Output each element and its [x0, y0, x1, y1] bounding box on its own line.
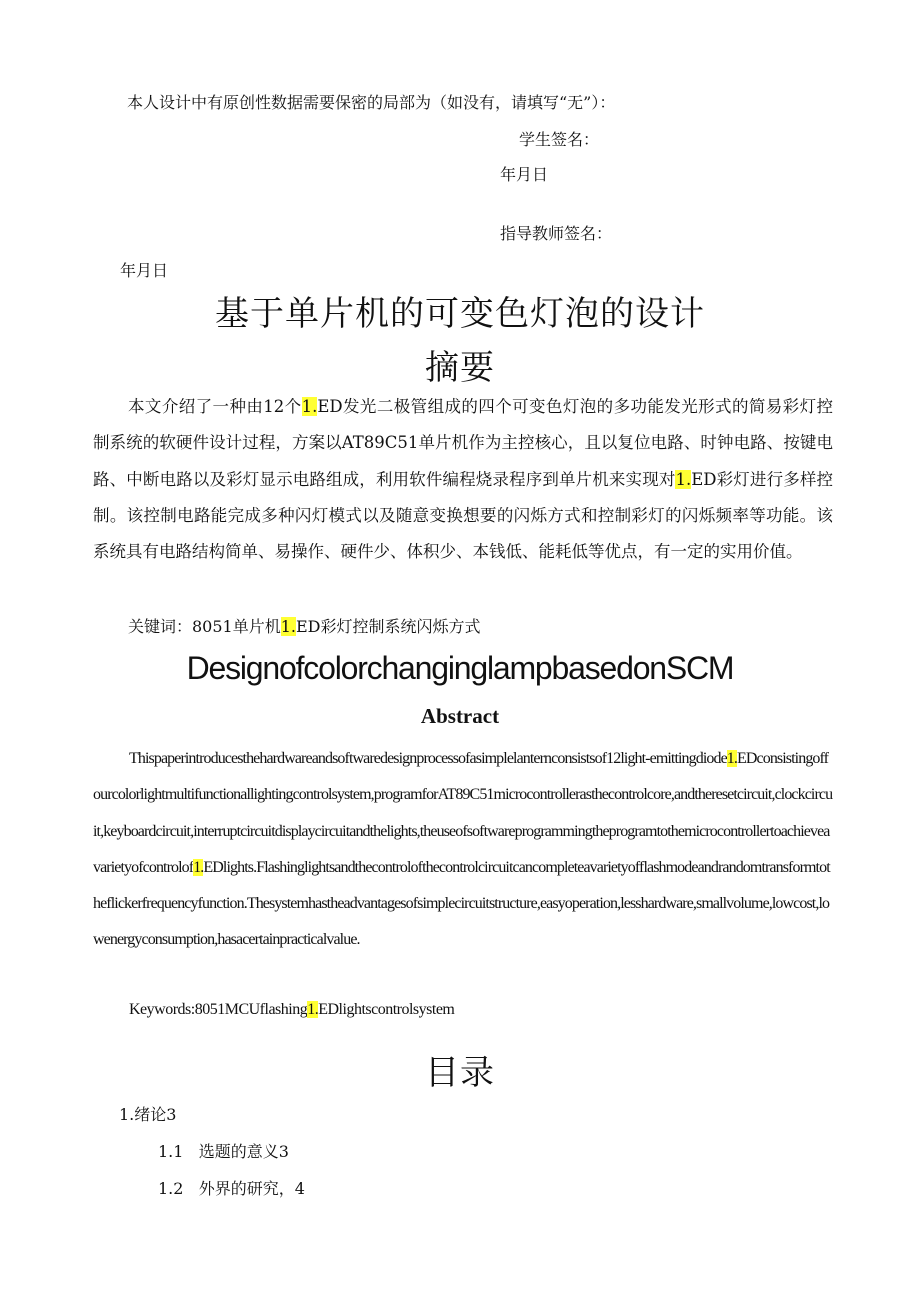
keywords-zh-prefix: 关键词：8051单片机	[128, 617, 281, 636]
student-date-label: 年月日	[500, 165, 549, 184]
thesis-title-zh: 基于单片机的可变色灯泡的设计	[215, 294, 705, 334]
toc-item-1-1[interactable]: 1.1 选题的意义3	[158, 1142, 289, 1161]
abstract-body-zh	[93, 389, 833, 570]
abstract-body-en	[93, 741, 833, 959]
advisor-date-label: 年月日	[120, 261, 169, 280]
toc-heading: 目录	[425, 1053, 495, 1093]
highlight-mark: 1.	[726, 750, 737, 767]
toc-item-1[interactable]: 1.绪论3	[119, 1105, 177, 1124]
abstract-heading-zh: 摘要	[425, 348, 495, 388]
abstract-en-text-3: EDlights.Flashinglightsandthecontrolofthecontrolcircuitcancompleteavarietyofflashmodeandrandomtransformtotheflickerfrequencyfunction.Thesystemhastheadvantagesofsimplecircuitstructure,easyoperation,lesshardware,smallvolume,lowcost,lowenergyconsumption,hasacertainpracticalvalue.	[93, 858, 830, 949]
abstract-zh-text-3: ED彩灯进行多样控制。该控制电路能完成多种闪灯模式以及随意变换想要的闪烁方式和控制彩灯的闪烁频率等功能。该系统具有电路结构简单、易操作、硬件少、体积少、本钱低、能耗低等优点，有一定的实用价值。	[93, 469, 834, 562]
advisor-signature-label: 指导教师签名：	[500, 224, 613, 243]
highlight-mark: 1.	[280, 617, 296, 636]
highlight-mark: 1.	[675, 469, 692, 489]
keywords-zh-suffix: ED彩灯控制系统闪烁方式	[296, 617, 481, 636]
student-signature-label: 学生签名：	[519, 130, 600, 149]
keywords-zh	[128, 614, 481, 637]
abstract-en-text-1: Thispaperintroducesthehardwareandsoftwaredesignprocessofasimplelanternconsistsof12light-emittingdiode	[129, 750, 727, 767]
keywords-en-suffix: EDlightscontrolsystem	[318, 1001, 455, 1018]
keywords-en-prefix: Keywords:8051MCUflashing	[129, 1001, 308, 1018]
highlight-mark: 1.	[307, 1001, 319, 1018]
abstract-zh-text-1: 本文介绍了一种由12个	[128, 397, 302, 416]
thesis-title-en: DesignofcolorchanginglampbasedonSCM	[186, 650, 734, 686]
abstract-heading-en: Abstract	[420, 704, 500, 728]
abstract-zh-text-2: ED发光二极管组成的四个可变色灯泡的多功能发光形式的简易彩灯控制系统的软硬件设计过程，方案以AT89C51单片机作为主控核心，且以复位电路、时钟电路、按键电路、中断电路以及彩灯显示电路组成，利用软件编程烧录程序到单片机来实现对	[93, 397, 833, 489]
keywords-en	[129, 1001, 454, 1019]
highlight-mark: 1.	[301, 397, 318, 416]
toc-item-1-2[interactable]: 1.2 外界的研究，4	[158, 1179, 305, 1198]
abstract-en-text-2: EDconsistingoffourcolorlightmultifunctionallightingcontrolsystem,programforAT89C51microcontrollerasthecontrolcore,andtheresetcircuit,clockcircuit,keyboardcircuit,interruptcircuitdisplaycircuitandthelights,theuseofsoftwareprogrammingtheprogramtothemicrocontrollertoachieveavarietyofcontrolof	[93, 750, 833, 876]
confidential-statement: 本人设计中有原创性数据需要保密的局部为（如没有，请填写“无”）：	[127, 93, 616, 112]
highlight-mark: 1.	[193, 858, 204, 876]
